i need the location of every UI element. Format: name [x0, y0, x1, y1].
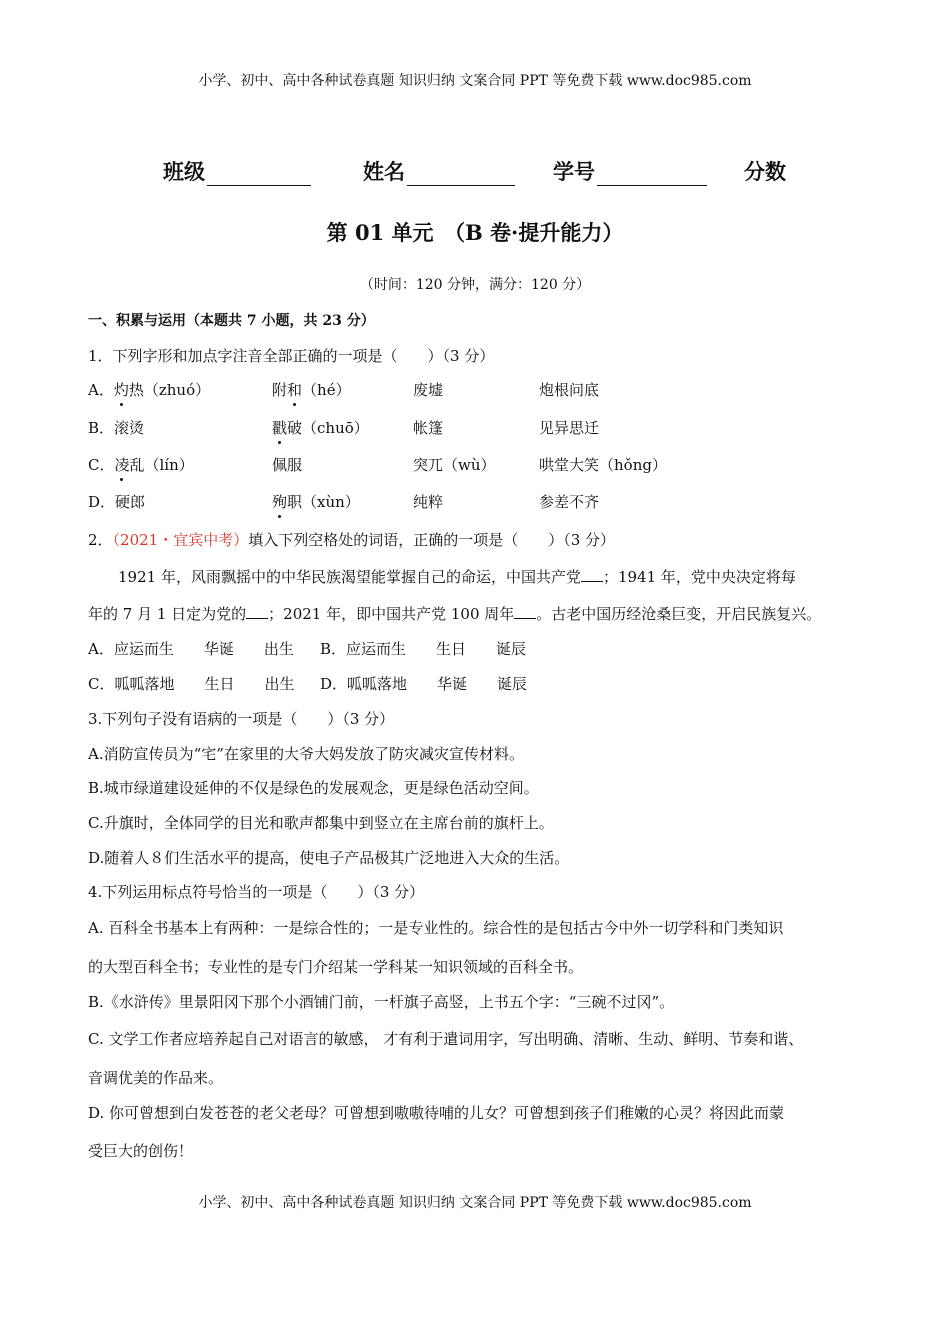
page-title: 第 01 单元 （B 卷·提升能力）: [326, 220, 624, 245]
q3-stem: 3.下列句子没有语病的一项是（ ）（3 分）: [88, 710, 395, 728]
q2-option-d[interactable]: D．呱呱落地 华诞 诞辰: [320, 675, 528, 693]
q3-option-b[interactable]: B.城市绿道建设延伸的不仅是绿色的发展观念，更是绿色活动空间。: [88, 779, 539, 797]
q4-option-d-cont: 受巨大的创伤！: [88, 1142, 194, 1160]
q2-blank-3[interactable]: [514, 604, 536, 619]
q2-option-b[interactable]: B．应运而生 生日 诞辰: [320, 640, 527, 658]
q4-stem: 4.下列运用标点符号恰当的一项是（ ）（3 分）: [88, 883, 425, 901]
q2-option-c[interactable]: C．呱呱落地 生日 出生: [88, 675, 295, 693]
q4-option-c[interactable]: C. 文学工作者应培养起自己对语言的敏感， 才有利于遣词用字，写出明确、清晰、生动、鲜明、节奏和谐、: [88, 1030, 804, 1048]
number-blank[interactable]: [597, 163, 707, 186]
class-blank[interactable]: [207, 163, 311, 186]
name-label: 姓名: [363, 159, 405, 184]
q3-option-c[interactable]: C.升旗时，全体同学的目光和歌声都集中到竖立在主席台前的旗杆上。: [88, 814, 554, 832]
exam-time-note: （时间：120 分钟，满分：120 分）: [359, 277, 591, 293]
q1-option-a[interactable]: A．灼热（zhuó）: [88, 381, 211, 399]
q1-stem: 1．下列字形和加点字注音全部正确的一项是（ ）（3 分）: [88, 347, 495, 365]
page-footer: 小学、初中、高中各种试卷真题 知识归纳 文案合同 PPT 等免费下载 www.doc985.com: [198, 1195, 752, 1211]
q1-option-c[interactable]: C．凌乱（lín）: [88, 456, 194, 474]
q4-option-d[interactable]: D. 你可曾想到白发苍苍的老父老母？可曾想到嗷嗷待哺的儿女？可曾想到孩子们稚嫩的心灵？将因此而蒙: [88, 1104, 785, 1122]
q4-option-a[interactable]: A. 百科全书基本上有两种：一是综合性的；一是专业性的。综合性的是包括古今中外一切学科和门类知识: [88, 919, 784, 937]
q2-stem: 2．（2021・宜宾中考）填入下列空格处的词语，正确的一项是（ ）（3 分）: [88, 531, 616, 549]
q2-passage-line2: 年的 7 月 1 日定为党的 ；2021 年，即中国共产党 100 周年 。古老中国历经沧桑巨变，开启民族复兴。: [88, 605, 822, 623]
q4-option-c-cont: 音调优美的作品来。: [88, 1069, 224, 1087]
q2-blank-1[interactable]: [581, 567, 603, 582]
page-header: 小学、初中、高中各种试卷真题 知识归纳 文案合同 PPT 等免费下载 www.doc985.com: [198, 73, 752, 89]
q2-passage-line1: 1921 年，风雨飘摇中的中华民族渴望能掌握自己的命运，中国共产党 ；1941 年，党中央决定将每: [118, 568, 796, 586]
q2-blank-2[interactable]: [246, 604, 268, 619]
class-label: 班级: [163, 159, 205, 184]
q2-option-a[interactable]: A．应运而生 华诞 出生: [88, 640, 294, 658]
number-label: 学号: [553, 159, 595, 184]
q4-option-b[interactable]: B.《水浒传》里景阳冈下那个小酒铺门前，一杆旗子高竖，上书五个字：“三碗不过冈”。: [88, 993, 675, 1011]
score-label: 分数: [744, 159, 786, 184]
section-heading: 一、积累与运用（本题共 7 小题，共 23 分）: [88, 313, 375, 329]
name-field[interactable]: [363, 156, 515, 186]
q3-option-a[interactable]: A.消防宣传员为“宅”在家里的大爷大妈发放了防灾减灾宣传材料。: [88, 745, 524, 763]
q3-option-d[interactable]: D.随着人８们生活水平的提高，使电子产品极其广泛地进入大众的生活。: [88, 849, 570, 867]
q2-source: （2021・宜宾中考）: [112, 531, 249, 549]
class-field[interactable]: [163, 156, 311, 186]
q1-option-b[interactable]: B．滚烫: [88, 419, 145, 437]
q1-option-d[interactable]: D．硬郎: [88, 493, 146, 511]
number-field[interactable]: [553, 156, 707, 186]
q4-option-a-cont: 的大型百科全书；专业性的是专门介绍某一学科某一知识领域的百科全书。: [88, 958, 584, 976]
name-blank[interactable]: [407, 163, 515, 186]
